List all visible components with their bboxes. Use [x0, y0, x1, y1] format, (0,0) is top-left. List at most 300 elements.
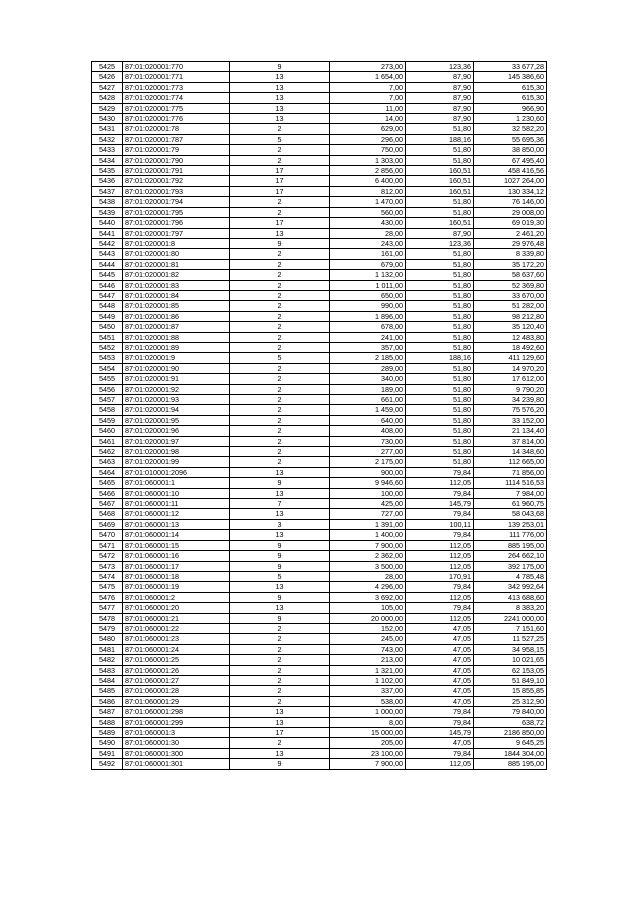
cell-cadastral-value: 34 958,15: [474, 644, 547, 654]
cell-area: 9 946,60: [330, 478, 406, 488]
table-row: [92, 62, 547, 72]
cell-cadastral-value: 8 383,20: [474, 603, 547, 613]
cell-area: 7,00: [330, 82, 406, 92]
cell-area: 1 011,00: [330, 280, 406, 290]
cell-unit-value: 51,80: [406, 280, 474, 290]
cell-cadastral-number: 87:01:020001:86: [123, 311, 230, 321]
cell-cadastral-value: 2241 000,00: [474, 613, 547, 623]
cell-cadastral-number: 87:01:060001:1: [123, 478, 230, 488]
cell-unit-value: 51,80: [406, 197, 474, 207]
table-row: [92, 426, 547, 436]
cell-cadastral-number: 87:01:020001:771: [123, 72, 230, 82]
cell-row-number: 5441: [92, 228, 123, 238]
cell-area: 152,00: [330, 623, 406, 633]
cell-group-code: 2: [230, 686, 330, 696]
cell-area: 1 321,00: [330, 665, 406, 675]
cell-row-number: 5471: [92, 540, 123, 550]
table-row: [92, 571, 547, 581]
cell-group-code: 13: [230, 488, 330, 498]
cell-cadastral-value: 392 175,00: [474, 561, 547, 571]
cell-cadastral-value: 58 043,68: [474, 509, 547, 519]
cell-unit-value: 47,05: [406, 655, 474, 665]
cell-cadastral-value: 58 637,60: [474, 270, 547, 280]
cell-unit-value: 112,05: [406, 561, 474, 571]
cell-unit-value: 51,80: [406, 332, 474, 342]
cell-row-number: 5434: [92, 155, 123, 165]
cell-cadastral-value: 14 348,60: [474, 447, 547, 457]
cell-row-number: 5448: [92, 301, 123, 311]
table-row: [92, 82, 547, 92]
cell-cadastral-number: 87:01:020001:9: [123, 353, 230, 363]
cell-cadastral-value: 76 146,00: [474, 197, 547, 207]
table-row: [92, 686, 547, 696]
cell-cadastral-value: 458 416,56: [474, 166, 547, 176]
cell-area: 1 400,00: [330, 530, 406, 540]
cell-row-number: 5430: [92, 114, 123, 124]
cell-area: 213,00: [330, 655, 406, 665]
table-row: [92, 270, 547, 280]
table-row: [92, 103, 547, 113]
cell-area: 20 000,00: [330, 613, 406, 623]
cell-cadastral-number: 87:01:020001:91: [123, 374, 230, 384]
cell-group-code: 2: [230, 696, 330, 706]
cell-area: 337,00: [330, 686, 406, 696]
cell-row-number: 5425: [92, 62, 123, 72]
cell-unit-value: 188,16: [406, 353, 474, 363]
cell-unit-value: 51,80: [406, 249, 474, 259]
cell-row-number: 5473: [92, 561, 123, 571]
table-row: [92, 290, 547, 300]
cell-area: 340,00: [330, 374, 406, 384]
cell-group-code: 2: [230, 395, 330, 405]
cell-row-number: 5487: [92, 707, 123, 717]
cell-cadastral-number: 87:01:020001:87: [123, 322, 230, 332]
cell-group-code: 13: [230, 707, 330, 717]
cell-cadastral-value: 7 151,60: [474, 623, 547, 633]
cell-row-number: 5454: [92, 363, 123, 373]
cell-row-number: 5432: [92, 134, 123, 144]
table-row: [92, 301, 547, 311]
cell-unit-value: 79,84: [406, 707, 474, 717]
cell-cadastral-number: 87:01:020001:83: [123, 280, 230, 290]
cell-group-code: 2: [230, 290, 330, 300]
cell-area: 2 856,00: [330, 166, 406, 176]
table-row: [92, 415, 547, 425]
cell-group-code: 7: [230, 499, 330, 509]
cell-area: 900,00: [330, 467, 406, 477]
table-row: [92, 728, 547, 738]
cell-unit-value: 112,05: [406, 540, 474, 550]
cell-cadastral-number: 87:01:060001:22: [123, 623, 230, 633]
cell-cadastral-number: 87:01:020001:792: [123, 176, 230, 186]
table-row: [92, 467, 547, 477]
cell-area: 679,00: [330, 259, 406, 269]
table-row: [92, 134, 547, 144]
cell-area: 661,00: [330, 395, 406, 405]
cell-area: 6 400,00: [330, 176, 406, 186]
table-row: [92, 717, 547, 727]
cell-group-code: 9: [230, 551, 330, 561]
cell-unit-value: 79,84: [406, 530, 474, 540]
cell-cadastral-number: 87:01:020001:85: [123, 301, 230, 311]
table-row: [92, 634, 547, 644]
cell-area: 629,00: [330, 124, 406, 134]
table-body: [92, 62, 547, 770]
cell-group-code: 2: [230, 197, 330, 207]
cell-group-code: 13: [230, 93, 330, 103]
cell-group-code: 2: [230, 332, 330, 342]
cell-group-code: 2: [230, 675, 330, 685]
cell-cadastral-value: 29 008,00: [474, 207, 547, 217]
cell-row-number: 5486: [92, 696, 123, 706]
cell-area: 273,00: [330, 62, 406, 72]
cell-group-code: 2: [230, 322, 330, 332]
cell-cadastral-value: 21 134,40: [474, 426, 547, 436]
cell-row-number: 5461: [92, 436, 123, 446]
cell-row-number: 5478: [92, 613, 123, 623]
cell-unit-value: 47,05: [406, 675, 474, 685]
cell-area: 1 470,00: [330, 197, 406, 207]
cell-cadastral-value: 1844 304,00: [474, 748, 547, 758]
cell-group-code: 2: [230, 426, 330, 436]
cell-area: 105,00: [330, 603, 406, 613]
cell-group-code: 2: [230, 634, 330, 644]
cell-group-code: 2: [230, 301, 330, 311]
cell-area: 100,00: [330, 488, 406, 498]
cell-cadastral-number: 87:01:060001:20: [123, 603, 230, 613]
cell-cadastral-number: 87:01:060001:12: [123, 509, 230, 519]
cell-cadastral-value: 9 645,25: [474, 738, 547, 748]
cell-row-number: 5450: [92, 322, 123, 332]
cell-cadastral-value: 69 019,30: [474, 218, 547, 228]
cell-unit-value: 145,79: [406, 728, 474, 738]
table-row: [92, 478, 547, 488]
cell-group-code: 2: [230, 124, 330, 134]
cell-cadastral-value: 14 970,20: [474, 363, 547, 373]
cell-group-code: 2: [230, 270, 330, 280]
cell-group-code: 2: [230, 384, 330, 394]
cell-cadastral-value: 10 021,65: [474, 655, 547, 665]
cell-row-number: 5474: [92, 571, 123, 581]
cell-group-code: 9: [230, 759, 330, 769]
cell-area: 7 900,00: [330, 759, 406, 769]
cell-cadastral-value: 342 992,64: [474, 582, 547, 592]
cell-unit-value: 47,05: [406, 644, 474, 654]
cell-cadastral-number: 87:01:020001:8: [123, 238, 230, 248]
table-row: [92, 72, 547, 82]
cell-cadastral-number: 87:01:020001:96: [123, 426, 230, 436]
cell-unit-value: 87,90: [406, 103, 474, 113]
table-row: [92, 176, 547, 186]
cell-area: 28,00: [330, 228, 406, 238]
table-row: [92, 436, 547, 446]
cell-unit-value: 51,80: [406, 415, 474, 425]
cell-unit-value: 51,80: [406, 259, 474, 269]
cell-row-number: 5433: [92, 145, 123, 155]
cell-row-number: 5440: [92, 218, 123, 228]
cell-area: 243,00: [330, 238, 406, 248]
cell-area: 408,00: [330, 426, 406, 436]
table-row: [92, 530, 547, 540]
cell-cadastral-number: 87:01:020001:93: [123, 395, 230, 405]
cell-row-number: 5445: [92, 270, 123, 280]
cell-cadastral-number: 87:01:020001:774: [123, 93, 230, 103]
cell-area: 28,00: [330, 571, 406, 581]
cell-cadastral-number: 87:01:020001:94: [123, 405, 230, 415]
cell-group-code: 9: [230, 540, 330, 550]
cell-group-code: 2: [230, 623, 330, 633]
cell-area: 277,00: [330, 447, 406, 457]
cell-group-code: 2: [230, 363, 330, 373]
table-row: [92, 124, 547, 134]
cell-row-number: 5442: [92, 238, 123, 248]
cell-row-number: 5472: [92, 551, 123, 561]
cell-cadastral-value: 62 153,05: [474, 665, 547, 675]
table-row: [92, 186, 547, 196]
cell-area: 23 100,00: [330, 748, 406, 758]
cell-area: 8,00: [330, 717, 406, 727]
table-row: [92, 665, 547, 675]
cell-unit-value: 188,16: [406, 134, 474, 144]
cell-group-code: 13: [230, 509, 330, 519]
cell-row-number: 5439: [92, 207, 123, 217]
cell-cadastral-number: 87:01:020001:773: [123, 82, 230, 92]
cell-cadastral-value: 615,30: [474, 93, 547, 103]
cell-row-number: 5447: [92, 290, 123, 300]
cell-cadastral-value: 111 776,00: [474, 530, 547, 540]
table-row: [92, 280, 547, 290]
table-row: [92, 519, 547, 529]
cell-cadastral-value: 61 960,75: [474, 499, 547, 509]
cell-group-code: 13: [230, 72, 330, 82]
cell-cadastral-value: 52 369,80: [474, 280, 547, 290]
table-row: [92, 93, 547, 103]
cell-cadastral-number: 87:01:020001:82: [123, 270, 230, 280]
cell-area: 3 500,00: [330, 561, 406, 571]
cell-group-code: 17: [230, 166, 330, 176]
cell-unit-value: 170,91: [406, 571, 474, 581]
cell-row-number: 5468: [92, 509, 123, 519]
cell-unit-value: 51,80: [406, 301, 474, 311]
cell-cadastral-value: 885 195,00: [474, 540, 547, 550]
cell-row-number: 5490: [92, 738, 123, 748]
cell-group-code: 9: [230, 478, 330, 488]
cell-unit-value: 87,90: [406, 72, 474, 82]
cell-row-number: 5444: [92, 259, 123, 269]
cell-area: 1 303,00: [330, 155, 406, 165]
cell-unit-value: 51,80: [406, 145, 474, 155]
cell-group-code: 2: [230, 155, 330, 165]
cell-row-number: 5426: [92, 72, 123, 82]
cell-group-code: 17: [230, 728, 330, 738]
cell-row-number: 5488: [92, 717, 123, 727]
cell-group-code: 9: [230, 613, 330, 623]
cell-group-code: 2: [230, 145, 330, 155]
cell-cadastral-number: 87:01:060001:3: [123, 728, 230, 738]
cell-area: 189,00: [330, 384, 406, 394]
cell-row-number: 5464: [92, 467, 123, 477]
cell-unit-value: 145,79: [406, 499, 474, 509]
cell-cadastral-value: 885 195,00: [474, 759, 547, 769]
cell-row-number: 5446: [92, 280, 123, 290]
cell-group-code: 2: [230, 342, 330, 352]
cell-row-number: 5476: [92, 592, 123, 602]
cell-area: 2 185,00: [330, 353, 406, 363]
cell-cadastral-number: 87:01:060001:301: [123, 759, 230, 769]
cell-area: 357,00: [330, 342, 406, 352]
cell-group-code: 13: [230, 114, 330, 124]
cell-cadastral-value: 7 984,00: [474, 488, 547, 498]
cell-unit-value: 47,05: [406, 686, 474, 696]
cell-area: 678,00: [330, 322, 406, 332]
cell-cadastral-number: 87:01:060001:10: [123, 488, 230, 498]
cell-row-number: 5452: [92, 342, 123, 352]
cell-cadastral-number: 87:01:060001:23: [123, 634, 230, 644]
cell-group-code: 2: [230, 405, 330, 415]
cell-cadastral-value: 71 856,00: [474, 467, 547, 477]
cell-row-number: 5455: [92, 374, 123, 384]
cell-cadastral-number: 87:01:020001:791: [123, 166, 230, 176]
cell-unit-value: 51,80: [406, 363, 474, 373]
cell-unit-value: 160,51: [406, 186, 474, 196]
table-row: [92, 738, 547, 748]
cell-cadastral-number: 87:01:020001:770: [123, 62, 230, 72]
cell-cadastral-value: 12 483,80: [474, 332, 547, 342]
cell-unit-value: 47,05: [406, 696, 474, 706]
table-row: [92, 675, 547, 685]
table-row: [92, 228, 547, 238]
cell-cadastral-number: 87:01:020001:79: [123, 145, 230, 155]
cell-unit-value: 87,90: [406, 93, 474, 103]
cell-area: 730,00: [330, 436, 406, 446]
cell-unit-value: 51,80: [406, 342, 474, 352]
table-row: [92, 332, 547, 342]
cell-row-number: 5491: [92, 748, 123, 758]
cell-cadastral-number: 87:01:060001:13: [123, 519, 230, 529]
cell-area: 1 000,00: [330, 707, 406, 717]
cell-unit-value: 79,84: [406, 748, 474, 758]
cell-row-number: 5458: [92, 405, 123, 415]
cell-group-code: 13: [230, 82, 330, 92]
cell-area: 245,00: [330, 634, 406, 644]
cell-row-number: 5449: [92, 311, 123, 321]
cell-group-code: 13: [230, 582, 330, 592]
cell-cadastral-value: 67 495,40: [474, 155, 547, 165]
table-row: [92, 311, 547, 321]
cell-cadastral-number: 87:01:020001:797: [123, 228, 230, 238]
table-row: [92, 363, 547, 373]
cell-cadastral-number: 87:01:010001:2096: [123, 467, 230, 477]
cell-group-code: 5: [230, 571, 330, 581]
table-row: [92, 207, 547, 217]
cell-row-number: 5465: [92, 478, 123, 488]
cell-unit-value: 79,84: [406, 603, 474, 613]
cell-cadastral-number: 87:01:020001:98: [123, 447, 230, 457]
cell-cadastral-number: 87:01:060001:29: [123, 696, 230, 706]
table-row: [92, 457, 547, 467]
cell-group-code: 2: [230, 374, 330, 384]
cell-row-number: 5479: [92, 623, 123, 633]
cell-cadastral-number: 87:01:020001:793: [123, 186, 230, 196]
cell-cadastral-value: 37 814,00: [474, 436, 547, 446]
cell-cadastral-value: 35 172,20: [474, 259, 547, 269]
cell-cadastral-value: 29 976,48: [474, 238, 547, 248]
cell-unit-value: 87,90: [406, 82, 474, 92]
cell-area: 7,00: [330, 93, 406, 103]
cell-row-number: 5453: [92, 353, 123, 363]
cell-unit-value: 112,05: [406, 478, 474, 488]
cell-area: 3 692,00: [330, 592, 406, 602]
cell-area: 560,00: [330, 207, 406, 217]
cell-area: 990,00: [330, 301, 406, 311]
cell-group-code: 17: [230, 218, 330, 228]
cell-unit-value: 79,84: [406, 717, 474, 727]
cell-group-code: 9: [230, 561, 330, 571]
cell-cadastral-value: 139 253,01: [474, 519, 547, 529]
cell-unit-value: 51,80: [406, 384, 474, 394]
cell-cadastral-number: 87:01:060001:300: [123, 748, 230, 758]
cell-area: 1 391,00: [330, 519, 406, 529]
cell-unit-value: 123,36: [406, 62, 474, 72]
cell-unit-value: 160,51: [406, 166, 474, 176]
cell-cadastral-number: 87:01:060001:17: [123, 561, 230, 571]
cell-unit-value: 51,80: [406, 207, 474, 217]
cell-group-code: 9: [230, 238, 330, 248]
cell-cadastral-number: 87:01:020001:84: [123, 290, 230, 300]
table-row: [92, 197, 547, 207]
table-row: [92, 384, 547, 394]
cell-cadastral-value: 411 129,60: [474, 353, 547, 363]
cell-unit-value: 160,51: [406, 176, 474, 186]
table-row: [92, 249, 547, 259]
table-row: [92, 322, 547, 332]
cell-area: 7 900,00: [330, 540, 406, 550]
cell-cadastral-value: 9 790,20: [474, 384, 547, 394]
cell-unit-value: 51,80: [406, 405, 474, 415]
cell-cadastral-value: 79 840,00: [474, 707, 547, 717]
cell-group-code: 17: [230, 176, 330, 186]
cell-row-number: 5429: [92, 103, 123, 113]
cell-unit-value: 51,80: [406, 426, 474, 436]
cell-unit-value: 79,84: [406, 467, 474, 477]
cell-group-code: 2: [230, 415, 330, 425]
cell-unit-value: 51,80: [406, 270, 474, 280]
cell-cadastral-number: 87:01:060001:11: [123, 499, 230, 509]
cell-row-number: 5466: [92, 488, 123, 498]
cell-row-number: 5435: [92, 166, 123, 176]
cell-group-code: 2: [230, 207, 330, 217]
table-row: [92, 499, 547, 509]
table-row: [92, 623, 547, 633]
cell-group-code: 2: [230, 738, 330, 748]
cell-row-number: 5489: [92, 728, 123, 738]
table-row: [92, 748, 547, 758]
cell-cadastral-number: 87:01:020001:97: [123, 436, 230, 446]
cell-cadastral-value: 1027 264,00: [474, 176, 547, 186]
table-row: [92, 696, 547, 706]
cell-row-number: 5438: [92, 197, 123, 207]
cell-row-number: 5456: [92, 384, 123, 394]
cell-cadastral-number: 87:01:060001:2: [123, 592, 230, 602]
cell-cadastral-number: 87:01:060001:14: [123, 530, 230, 540]
cell-unit-value: 87,90: [406, 228, 474, 238]
table-row: [92, 218, 547, 228]
cell-cadastral-number: 87:01:020001:795: [123, 207, 230, 217]
cell-unit-value: 51,80: [406, 436, 474, 446]
cell-area: 812,00: [330, 186, 406, 196]
table-row: [92, 540, 547, 550]
cadastral-value-table: [91, 61, 547, 770]
